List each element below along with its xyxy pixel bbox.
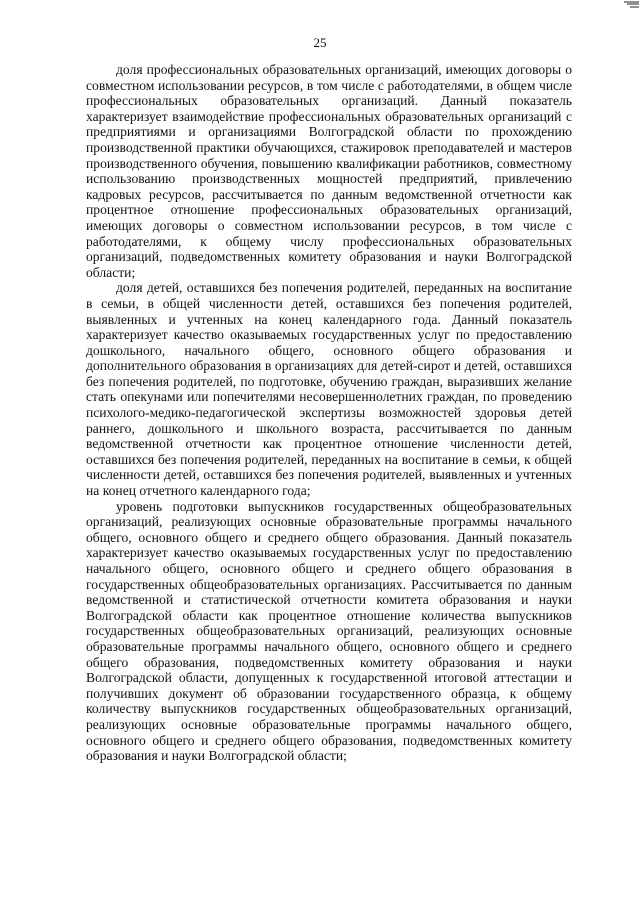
paragraph-orphan-children: доля детей, оставшихся без попечения родителей, переданных на воспитание в семьи, в общей численности детей, оставшихся без попечения родителей, выявленных и учтенных на конец календарного года. Данный показатель характеризует качество оказываемых государственных услуг по предоставлению дошкольного, начального общего, основного общего образования и дополнительного образования в организациях для детей-сирот и детей, оставшихся без попечения родителей, по подготовке, обучению граждан, выразивших желание стать опекунами или попечителями несовершеннолетних граждан, по проведению психолого-медико-педагогической экспертизы возможностей здоровья детей раннего, дошкольного и школьного возраста, рассчитывается по данным ведомственной отчетности как процентное отношение численности детей, оставшихся без попечения родителей, переданных на воспитание в семьи, к общей численности детей, оставшихся без попечения родителей, выявленных и учтенных на конец отчетного календарного года; (86, 280, 572, 499)
paragraph-graduate-preparation: уровень подготовки выпускников государственных общеобразовательных организаций, реализующих основные образовательные программы начального общего, основного общего и среднего общего образования. Данный показатель характеризует качество оказываемых государственных услуг по предоставлению начального общего, основного общего и среднего общего образования в государственных общеобразовательных организациях. Рассчитывается по данным ведомственной и статистической отчетности комитета образования и науки Волгоградской области как процентное отношение количества выпускников государственных общеобразовательных организаций, реализующих основные образовательные программы начального общего, основного общего и среднего общего образования, подведомственных комитету образования и науки Волгоградской области, допущенных к государственной итоговой аттестации и получивших документ об образовании государственного образца, к общему количеству выпускников государственных общеобразовательных организаций, реализующих основные образовательные программы начального общего, основного общего и среднего общего образования, подведомственных комитету образования и науки Волгоградской области; (86, 498, 572, 764)
document-body (86, 62, 572, 764)
scan-corner-mark (622, 0, 640, 12)
page-number: 25 (313, 35, 327, 50)
paragraph-professional-organizations: доля профессиональных образовательных организаций, имеющих договоры о совместном использовании ресурсов, в том числе с работодателями, в общем числе профессиональных образовательных организаций. Данный показатель характеризует взаимодействие профессиональных образовательных организаций с предприятиями и организациями Волгоградской области по прохождению производственной практики обучающихся, стажировок преподавателей и мастеров производственного обучения, повышению квалификации работников, совместному использованию производственных мощностей предприятий, привлечению кадровых ресурсов, рассчитывается по данным ведомственной отчетности как процентное отношение профессиональных образовательных организаций, имеющих договоры о совместном использовании ресурсов, в том числе с работодателями, к общему числу профессиональных образовательных организаций, подведомственных комитету образования и науки Волгоградской области; (86, 62, 572, 280)
